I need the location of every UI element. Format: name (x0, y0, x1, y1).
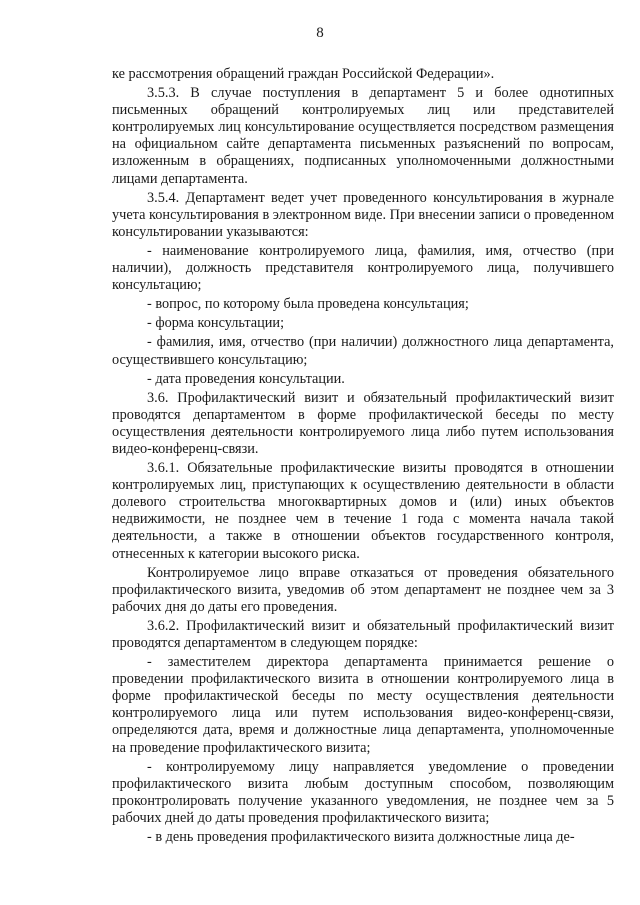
document-body (112, 66, 614, 846)
list-item-official: - фамилия, имя, отчество (при наличии) должностного лица департамента, осуществившего консультацию; (112, 334, 614, 368)
paragraph-3-6-1: 3.6.1. Обязательные профилактические визиты проводятся в отношении контролируемых лиц, приступающих к осуществлению деятельности в области долевого строительства многоквартирных домов и (или) иных объектов недвижимости, не позднее чем в течение 1 года с момента начала такой деятельности, а также в отношении объектов государственного контроля, отнесенных к категории высокого риска. (112, 460, 614, 562)
paragraph-continuation: ке рассмотрения обращений граждан Российской Федерации». (112, 66, 495, 82)
list-item-notification: - контролируемому лицу направляется уведомление о проведении профилактического визита любым доступным способом, позволяющим проконтролировать получение указанного уведомления, не позднее чем за 5 рабочих дней до даты проведения профилактического визита; (112, 758, 614, 826)
list-item-name: - наименование контролируемого лица, фамилия, имя, отчество (при наличии), должность представителя контролируемого лица, получившего консультацию; (112, 242, 614, 294)
list-item-date: - дата проведения консультации. (147, 370, 345, 387)
list-item-decision: - заместителем директора департамента принимается решение о проведении профилактического визита в отношении контролируемого лица в форме профилактической беседы по месту осуществления деятельности контролируемого лица или путем использования видео-конференц-связи, определяются дата, время и должностные лица департамента, уполномоченные на проведение профилактического визита; (112, 654, 614, 756)
list-item-question: - вопрос, по которому была проведена консультация; (147, 296, 469, 313)
paragraph-3-5-3: 3.5.3. В случае поступления в департамент 5 и более однотипных письменных обращений контролируемых лиц или представителей контролируемых лиц консультирование осуществляется посредством размещения на официальном сайте департамента письменных разъяснений по вопросам, изложенным в обращениях, подписанных уполномоченными должностными лицами департамента. (112, 85, 614, 187)
paragraph-3-6-2: 3.6.2. Профилактический визит и обязательный профилактический визит проводятся департаментом в следующем порядке: (112, 617, 614, 651)
paragraph-3-6: 3.6. Профилактический визит и обязательный профилактический визит проводятся департаментом в форме профилактической беседы по месту осуществления деятельности контролируемого лица либо путем использования видео-конференц-связи. (112, 389, 614, 457)
paragraph-refusal: Контролируемое лицо вправе отказаться от проведения обязательного профилактического визита, уведомив об этом департамент не позднее чем за 3 рабочих дня до даты его проведения. (112, 564, 614, 615)
list-item-visit-day: - в день проведения профилактического визита должностные лица де- (147, 829, 575, 846)
paragraph-3-5-4: 3.5.4. Департамент ведет учет проведенного консультирования в журнале учета консультирования в электронном виде. При внесении записи о проведенном консультировании указываются: (112, 189, 614, 240)
list-item-form: - форма консультации; (147, 315, 285, 332)
page-number: 8 (316, 25, 324, 41)
